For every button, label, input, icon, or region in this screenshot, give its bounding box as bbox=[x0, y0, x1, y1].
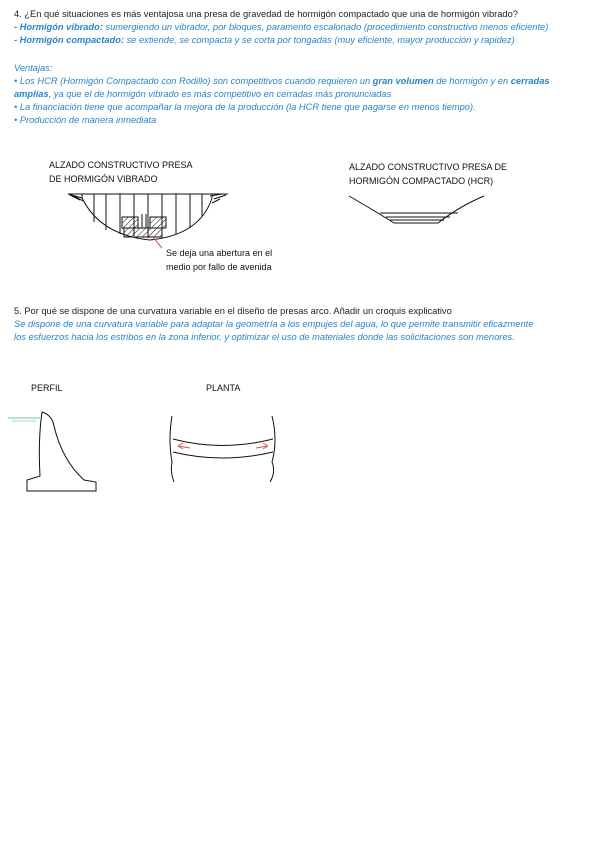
hcr-dam-sketch bbox=[349, 196, 484, 223]
fig-vibrado-title-line-2: DE HORMIGÓN VIBRADO bbox=[49, 173, 158, 184]
planta-arch-downstream bbox=[173, 452, 273, 458]
thrust-arrow-left bbox=[178, 443, 190, 449]
thrust-arrow-right bbox=[256, 443, 268, 449]
perfil-dam-outline bbox=[27, 412, 96, 491]
ventaja-2: • La financiación tiene que acompañar la mejora de la producción (la HCR tiene que pagarse en menos tiempo). bbox=[14, 102, 476, 112]
text-vibrado: sumergiendo un vibrador, por bloques, paramento escalonado (procedimiento constructivo menos eficiente) bbox=[102, 22, 549, 32]
fig-vibrado-title-line-1: ALZADO CONSTRUCTIVO PRESA bbox=[49, 160, 193, 170]
planta-arch-upstream bbox=[173, 439, 273, 446]
perfil-sketch bbox=[8, 412, 96, 491]
fig-hcr-title-line-2: HORMIGÓN COMPACTADO (HCR) bbox=[349, 175, 494, 186]
perfil-label: PERFIL bbox=[31, 383, 63, 393]
note-pointer-arrow bbox=[152, 236, 162, 248]
planta-right-abutment bbox=[270, 416, 275, 482]
vibrado-block-hatched-3 bbox=[124, 228, 162, 237]
planta-left-abutment bbox=[170, 416, 174, 482]
ventaja-1-part-b: gran volumen bbox=[372, 76, 434, 86]
vibrado-block-hatched-2 bbox=[150, 217, 166, 228]
vibrado-block-hatched-1 bbox=[122, 217, 138, 228]
answer-5-line-1: Se dispone de una curvatura variable para adaptar la geometría a los empujes del agua, lo que permite transmitir eficazmente bbox=[14, 319, 534, 329]
ventaja-1-part-a: • Los HCR (Hormigón Compactado con Rodillo) son competitivos cuando requieren un bbox=[14, 76, 373, 86]
fig-hcr-title-line-1: ALZADO CONSTRUCTIVO PRESA DE bbox=[349, 162, 508, 172]
ventaja-3: • Producción de manera inmediata bbox=[14, 115, 157, 125]
fig-note-line-2: medio por fallo de avenida bbox=[166, 261, 272, 272]
ventaja-1-part-e: amplias bbox=[14, 89, 49, 99]
term-vibrado: - Hormigón vibrado: bbox=[14, 22, 103, 32]
hcr-valley-outline bbox=[349, 196, 484, 223]
ventaja-1-part-f: , ya que el de hormigón vibrado es más competitivo en cerradas más pronunciadas bbox=[48, 89, 392, 99]
ventaja-1-part-c: de hormigón y en bbox=[433, 76, 511, 86]
answer-5-line-2: los esfuerzos hacia los estribos en la zona inferior, y optimizar el uso de materiales donde las solicitaciones son menores. bbox=[14, 332, 515, 342]
planta-label: PLANTA bbox=[206, 383, 241, 393]
question-5: 5. Por qué se dispone de una curvatura variable en el diseño de presas arco. Añadir un croquis explicativo bbox=[14, 306, 452, 316]
text-compactado: se extiende, se compacta y se corta por tongadas (muy eficiente, mayor producción y rapidez) bbox=[124, 35, 515, 45]
planta-sketch bbox=[170, 416, 275, 482]
ventaja-1-part-d: cerradas bbox=[510, 76, 550, 86]
ventajas-title: Ventajas: bbox=[14, 63, 53, 73]
question-4: 4. ¿En qué situaciones es más ventajosa una presa de gravedad de hormigón compactado que una de hormigón vibrado? bbox=[14, 9, 518, 19]
term-compactado: - Hormigón compactado: bbox=[14, 35, 125, 45]
vibrado-dam-sketch bbox=[68, 194, 228, 240]
fig-note-line-1: Se deja una abertura en el bbox=[166, 248, 273, 258]
